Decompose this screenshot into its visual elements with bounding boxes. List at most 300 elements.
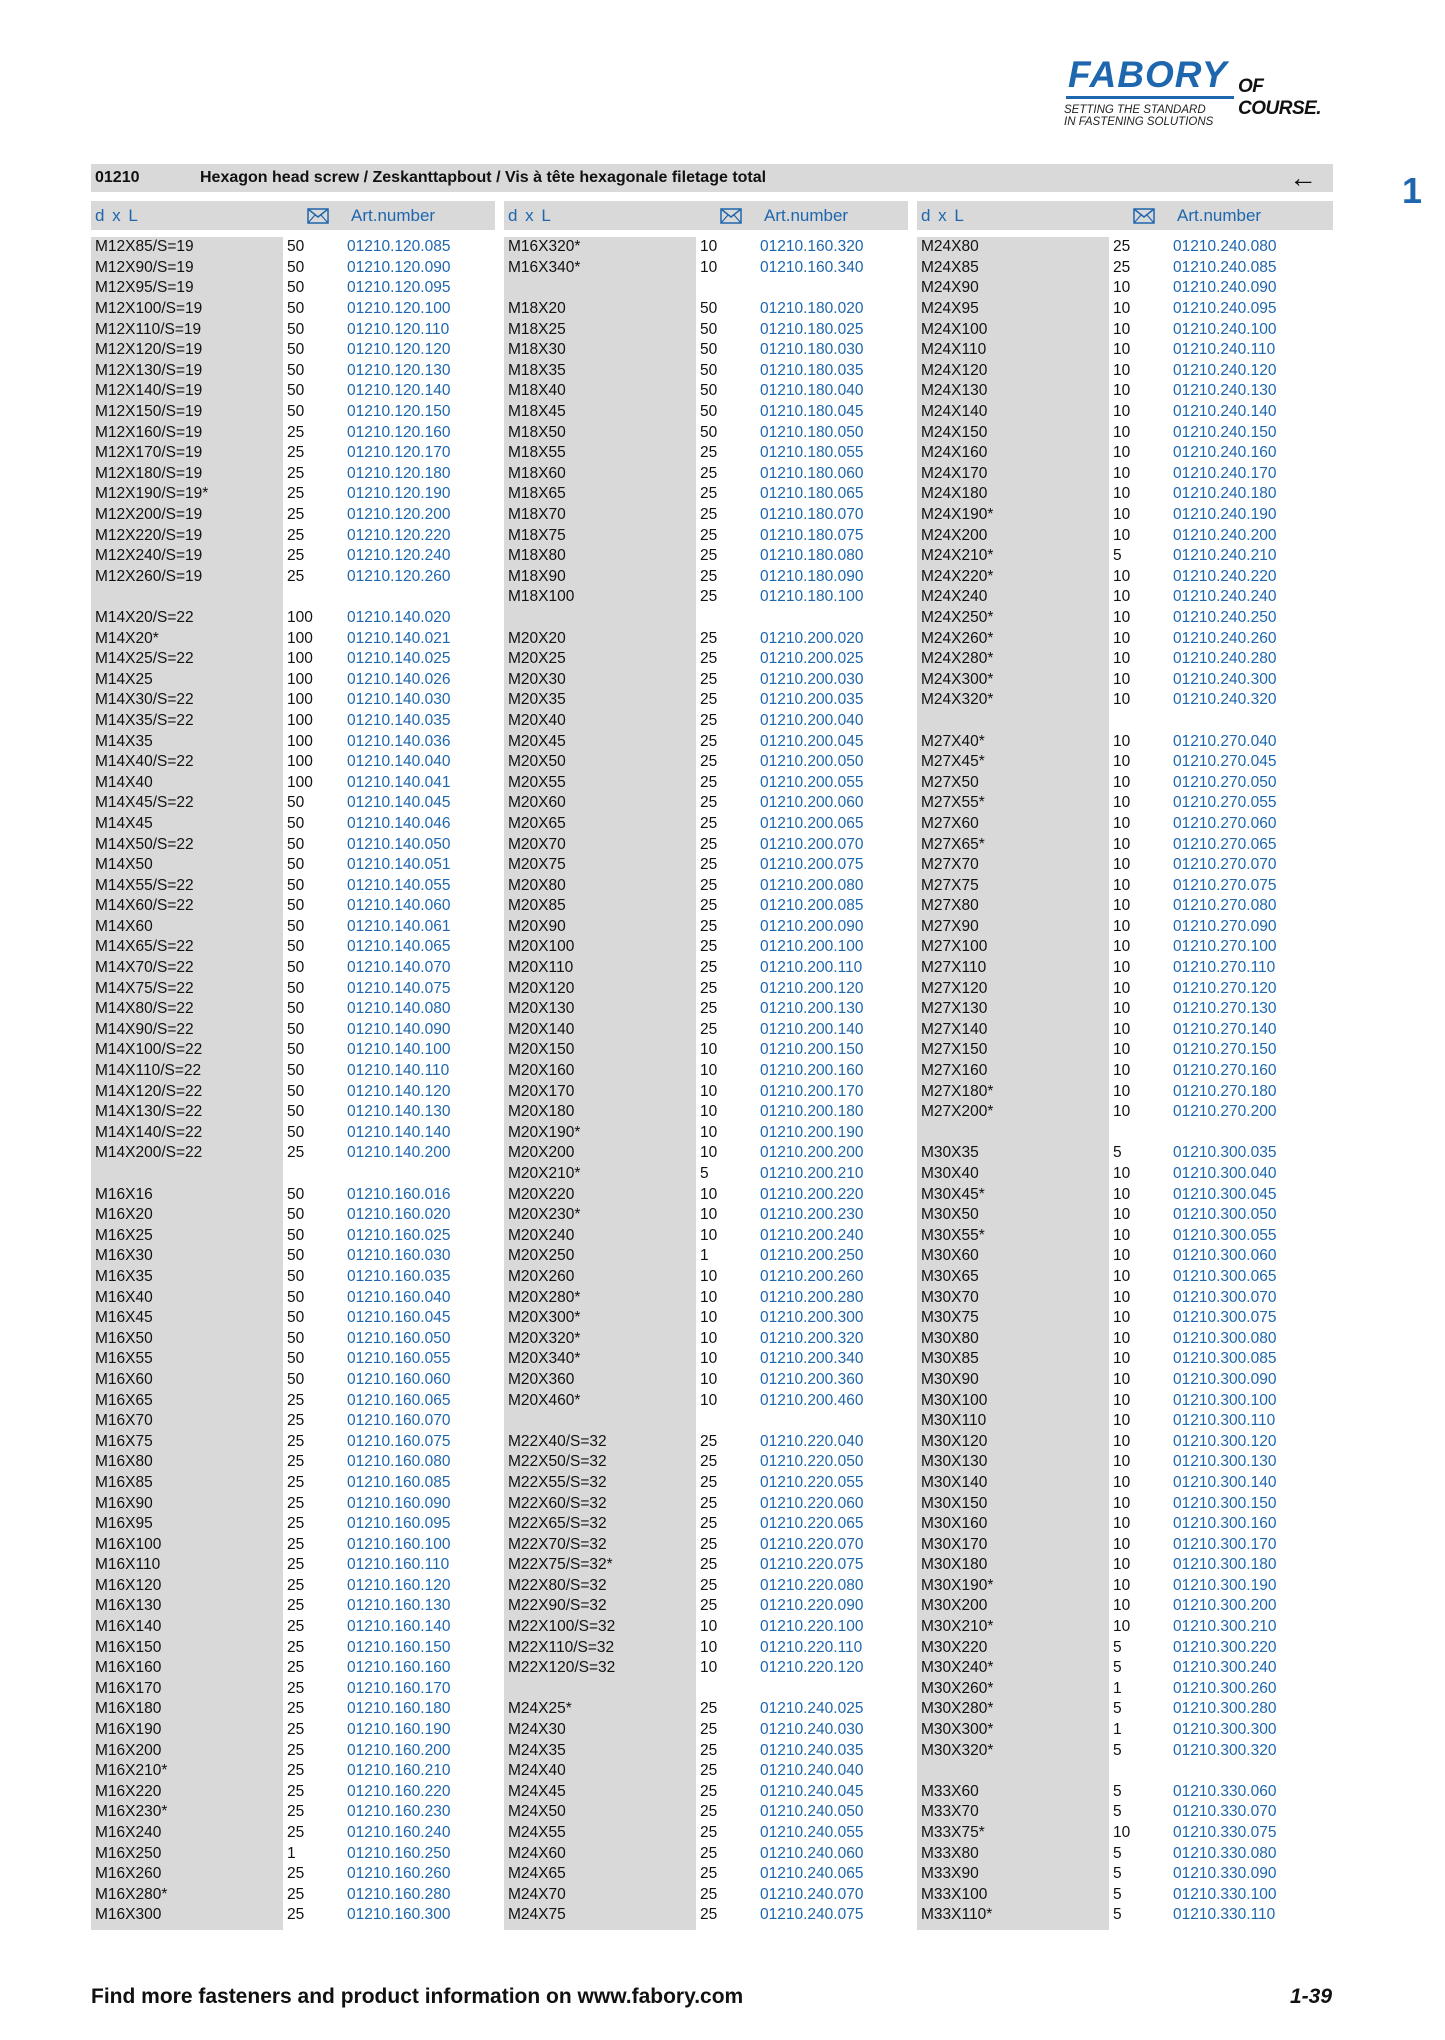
article-number-cell[interactable]: 01210.180.025 (760, 320, 864, 338)
article-number-cell[interactable]: 01210.240.240 (1173, 588, 1277, 606)
quantity-cell: 25 (700, 711, 718, 729)
article-number-cell[interactable]: 01210.140.055 (347, 876, 451, 894)
table-row (91, 402, 491, 423)
article-number-cell[interactable]: 01210.140.075 (347, 979, 451, 997)
article-number-cell[interactable]: 01210.120.150 (347, 403, 451, 421)
quantity-cell: 50 (287, 1082, 305, 1100)
article-number-cell[interactable]: 01210.140.035 (347, 711, 451, 729)
article-number-cell[interactable]: 01210.270.060 (1173, 814, 1277, 832)
article-number-cell[interactable]: 01210.160.050 (347, 1329, 451, 1347)
article-number-cell[interactable]: 01210.160.045 (347, 1309, 451, 1327)
article-number-cell[interactable]: 01210.160.150 (347, 1638, 451, 1656)
envelope-icon (700, 208, 762, 224)
dimension-cell: M22X40/S=32 (508, 1432, 607, 1450)
table-row (917, 1555, 1317, 1576)
article-number-cell[interactable]: 01210.220.060 (760, 1494, 864, 1512)
article-number-cell[interactable]: 01210.240.080 (1173, 238, 1277, 256)
article-number-cell[interactable]: 01210.140.030 (347, 691, 451, 709)
article-number-cell[interactable]: 01210.160.280 (347, 1885, 451, 1903)
article-number-cell[interactable]: 01210.220.050 (760, 1453, 864, 1471)
article-number-cell[interactable]: 01210.120.100 (347, 300, 451, 318)
article-number-cell[interactable]: 01210.270.150 (1173, 1041, 1277, 1059)
dimension-cell: M18X75 (508, 526, 566, 544)
article-number-cell[interactable]: 01210.220.120 (760, 1659, 864, 1677)
article-number-cell[interactable]: 01210.120.190 (347, 485, 451, 503)
article-number-cell[interactable]: 01210.140.025 (347, 650, 451, 668)
article-number-cell[interactable]: 01210.240.260 (1173, 629, 1277, 647)
article-number-cell[interactable]: 01210.160.300 (347, 1906, 451, 1924)
article-number-cell[interactable]: 01210.140.036 (347, 732, 451, 750)
article-number-cell[interactable]: 01210.140.080 (347, 1000, 451, 1018)
article-number-cell[interactable]: 01210.240.140 (1173, 403, 1277, 421)
article-number-cell[interactable]: 01210.270.065 (1173, 835, 1277, 853)
article-number-cell[interactable]: 01210.240.085 (1173, 258, 1277, 276)
article-number-cell[interactable]: 01210.200.150 (760, 1041, 864, 1059)
article-number-cell[interactable]: 01210.180.060 (760, 464, 864, 482)
article-number-cell[interactable]: 01210.120.200 (347, 506, 451, 524)
dimension-cell: M16X50 (95, 1329, 153, 1347)
article-number-cell[interactable]: 01210.160.040 (347, 1288, 451, 1306)
table-row (504, 1164, 904, 1185)
article-number-cell[interactable]: 01210.270.160 (1173, 1062, 1277, 1080)
article-number-cell[interactable]: 01210.300.300 (1173, 1721, 1277, 1739)
article-number-cell[interactable]: 01210.180.075 (760, 526, 864, 544)
dimension-cell: M16X340* (508, 258, 581, 276)
article-number-cell[interactable]: 01210.120.180 (347, 464, 451, 482)
quantity-cell: 10 (1113, 382, 1131, 400)
article-number-cell[interactable]: 01210.200.040 (760, 711, 864, 729)
article-number-cell[interactable]: 01210.240.040 (760, 1762, 864, 1780)
article-number-cell[interactable]: 01210.240.025 (760, 1700, 864, 1718)
article-number-cell[interactable]: 01210.160.220 (347, 1782, 451, 1800)
dimension-cell: M22X50/S=32 (508, 1453, 607, 1471)
article-number-cell[interactable]: 01210.200.020 (760, 629, 864, 647)
article-number-cell[interactable]: 01210.160.035 (347, 1267, 451, 1285)
article-number-cell[interactable]: 01210.300.260 (1173, 1679, 1277, 1697)
article-number-cell[interactable]: 01210.140.140 (347, 1123, 451, 1141)
dimension-cell: M20X80 (508, 876, 566, 894)
article-number-cell[interactable]: 01210.160.055 (347, 1350, 451, 1368)
article-number-cell[interactable]: 01210.300.055 (1173, 1226, 1277, 1244)
article-number-cell[interactable]: 01210.140.120 (347, 1082, 451, 1100)
article-number-cell[interactable]: 01210.200.120 (760, 979, 864, 997)
article-number-cell[interactable]: 01210.300.120 (1173, 1432, 1277, 1450)
article-number-cell[interactable]: 01210.200.300 (760, 1309, 864, 1327)
table-row (91, 772, 491, 793)
article-number-cell[interactable]: 01210.240.210 (1173, 547, 1277, 565)
quantity-cell: 50 (287, 835, 305, 853)
article-number-cell[interactable]: 01210.200.090 (760, 917, 864, 935)
article-number-cell[interactable]: 01210.140.100 (347, 1041, 451, 1059)
article-number-cell[interactable]: 01210.200.055 (760, 773, 864, 791)
article-number-cell[interactable]: 01210.140.130 (347, 1103, 451, 1121)
article-number-cell[interactable]: 01210.300.040 (1173, 1165, 1277, 1183)
article-number-cell[interactable]: 01210.140.026 (347, 670, 451, 688)
article-number-cell[interactable]: 01210.240.320 (1173, 691, 1277, 709)
article-number-cell[interactable]: 01210.300.065 (1173, 1267, 1277, 1285)
article-number-cell[interactable]: 01210.220.070 (760, 1535, 864, 1553)
article-number-cell[interactable]: 01210.300.070 (1173, 1288, 1277, 1306)
article-number-cell[interactable]: 01210.180.055 (760, 444, 864, 462)
dimension-cell: M24X130 (921, 382, 988, 400)
article-number-cell[interactable]: 01210.160.260 (347, 1865, 451, 1883)
table-row (917, 711, 1317, 732)
article-number-cell[interactable]: 01210.180.045 (760, 403, 864, 421)
article-number-cell[interactable]: 01210.160.080 (347, 1453, 451, 1471)
article-number-cell[interactable]: 01210.200.340 (760, 1350, 864, 1368)
article-number-cell[interactable]: 01210.240.160 (1173, 444, 1277, 462)
article-number-cell[interactable]: 01210.200.260 (760, 1267, 864, 1285)
table-row (91, 1658, 491, 1679)
quantity-cell: 10 (700, 1144, 718, 1162)
quantity-cell: 10 (700, 258, 718, 276)
article-number-cell[interactable]: 01210.180.050 (760, 423, 864, 441)
article-number-cell[interactable]: 01210.160.140 (347, 1618, 451, 1636)
article-number-cell[interactable]: 01210.300.240 (1173, 1659, 1277, 1677)
article-number-cell[interactable]: 01210.200.045 (760, 732, 864, 750)
article-number-cell[interactable]: 01210.300.090 (1173, 1370, 1277, 1388)
article-number-cell[interactable]: 01210.330.100 (1173, 1885, 1277, 1903)
article-number-cell[interactable]: 01210.300.075 (1173, 1309, 1277, 1327)
article-number-cell[interactable]: 01210.120.240 (347, 547, 451, 565)
dimension-cell: M33X75* (921, 1824, 985, 1842)
article-number-cell[interactable]: 01210.240.090 (1173, 279, 1277, 297)
article-number-cell[interactable]: 01210.240.180 (1173, 485, 1277, 503)
table-row (504, 793, 904, 814)
dimension-cell: M16X110 (95, 1556, 161, 1574)
article-number-cell[interactable]: 01210.140.040 (347, 753, 451, 771)
article-number-cell[interactable]: 01210.300.170 (1173, 1535, 1277, 1553)
table-row (504, 278, 904, 299)
quantity-cell: 50 (287, 1185, 305, 1203)
article-number-cell[interactable]: 01210.120.160 (347, 423, 451, 441)
article-number-cell[interactable]: 01210.200.085 (760, 897, 864, 915)
quantity-cell: 25 (700, 753, 718, 771)
article-number-cell[interactable]: 01210.220.040 (760, 1432, 864, 1450)
article-number-cell[interactable]: 01210.270.040 (1173, 732, 1277, 750)
article-number-cell[interactable]: 01210.200.280 (760, 1288, 864, 1306)
table-row (91, 1637, 491, 1658)
article-number-cell[interactable]: 01210.160.170 (347, 1679, 451, 1697)
article-number-cell[interactable]: 01210.160.210 (347, 1762, 451, 1780)
article-number-cell[interactable]: 01210.160.120 (347, 1576, 451, 1594)
article-number-cell[interactable]: 01210.300.180 (1173, 1556, 1277, 1574)
article-number-cell[interactable]: 01210.120.090 (347, 258, 451, 276)
article-number-cell[interactable]: 01210.300.085 (1173, 1350, 1277, 1368)
article-number-cell[interactable]: 01210.200.230 (760, 1206, 864, 1224)
table-row (504, 1493, 904, 1514)
dimension-cell: M20X320* (508, 1329, 581, 1347)
article-number-cell[interactable]: 01210.300.110 (1173, 1412, 1276, 1430)
article-number-cell[interactable]: 01210.240.130 (1173, 382, 1277, 400)
article-number-cell[interactable]: 01210.300.100 (1173, 1391, 1277, 1409)
article-number-cell[interactable]: 01210.240.200 (1173, 526, 1277, 544)
dimension-cell: M12X140/S=19 (95, 382, 203, 400)
article-number-cell[interactable]: 01210.240.120 (1173, 361, 1277, 379)
table-row (917, 1782, 1317, 1803)
article-number-cell[interactable]: 01210.330.060 (1173, 1782, 1277, 1800)
article-number-cell[interactable]: 01210.180.070 (760, 506, 864, 524)
article-number-cell[interactable]: 01210.240.045 (760, 1782, 864, 1800)
article-number-cell[interactable]: 01210.140.061 (347, 917, 451, 935)
article-number-cell[interactable]: 01210.270.100 (1173, 938, 1277, 956)
article-number-cell[interactable]: 01210.240.060 (760, 1844, 864, 1862)
article-number-cell[interactable]: 01210.120.260 (347, 567, 451, 585)
article-number-cell[interactable]: 01210.160.230 (347, 1803, 451, 1821)
article-number-cell[interactable]: 01210.160.065 (347, 1391, 451, 1409)
article-number-cell[interactable]: 01210.240.110 (1173, 341, 1276, 359)
article-number-cell[interactable]: 01210.160.025 (347, 1226, 451, 1244)
article-number-cell[interactable]: 01210.300.210 (1173, 1618, 1277, 1636)
quantity-cell: 10 (1113, 506, 1131, 524)
article-number-cell[interactable]: 01210.200.065 (760, 814, 864, 832)
table-row (504, 1267, 904, 1288)
dimension-cell: M16X180 (95, 1700, 162, 1718)
article-number-cell[interactable]: 01210.300.140 (1173, 1473, 1277, 1491)
article-number-cell[interactable]: 01210.160.085 (347, 1473, 451, 1491)
article-number-cell[interactable]: 01210.160.016 (347, 1185, 451, 1203)
article-number-cell[interactable]: 01210.200.170 (760, 1082, 864, 1100)
article-number-cell[interactable]: 01210.300.150 (1173, 1494, 1277, 1512)
dimension-cell: M20X45 (508, 732, 566, 750)
article-number-cell[interactable]: 01210.200.210 (760, 1165, 864, 1183)
article-number-cell[interactable]: 01210.220.090 (760, 1597, 864, 1615)
article-number-cell[interactable]: 01210.160.020 (347, 1206, 451, 1224)
article-number-cell[interactable]: 01210.200.140 (760, 1020, 864, 1038)
article-number-cell[interactable]: 01210.200.160 (760, 1062, 864, 1080)
table-row (91, 1040, 491, 1061)
quantity-cell: 10 (700, 1267, 718, 1285)
article-number-cell[interactable]: 01210.140.050 (347, 835, 451, 853)
table-row (917, 1370, 1317, 1391)
article-number-cell[interactable]: 01210.330.075 (1173, 1824, 1277, 1842)
article-number-cell[interactable]: 01210.160.200 (347, 1741, 451, 1759)
article-number-cell[interactable]: 01210.160.180 (347, 1700, 451, 1718)
article-number-cell[interactable]: 01210.140.070 (347, 959, 451, 977)
table-row (504, 896, 904, 917)
article-number-cell[interactable]: 01210.140.045 (347, 794, 451, 812)
article-number-cell[interactable]: 01210.140.046 (347, 814, 451, 832)
article-number-cell[interactable]: 01210.300.190 (1173, 1576, 1277, 1594)
article-number-cell[interactable]: 01210.240.100 (1173, 320, 1277, 338)
table-row (91, 1411, 491, 1432)
article-number-cell[interactable]: 01210.300.320 (1173, 1741, 1277, 1759)
article-number-cell[interactable]: 01210.300.280 (1173, 1700, 1277, 1718)
article-number-cell[interactable]: 01210.180.020 (760, 300, 864, 318)
article-number-cell[interactable]: 01210.140.020 (347, 608, 451, 626)
article-number-cell[interactable]: 01210.300.220 (1173, 1638, 1277, 1656)
table-row (504, 1020, 904, 1041)
article-number-cell[interactable]: 01210.200.180 (760, 1103, 864, 1121)
article-number-cell[interactable]: 01210.200.030 (760, 670, 864, 688)
article-number-cell[interactable]: 01210.240.070 (760, 1885, 864, 1903)
quantity-cell: 25 (287, 1412, 305, 1430)
quantity-cell: 5 (1113, 1803, 1122, 1821)
article-number-cell[interactable]: 01210.180.090 (760, 567, 864, 585)
quantity-cell: 10 (1113, 897, 1131, 915)
article-number-cell[interactable]: 01210.220.065 (760, 1515, 864, 1533)
quantity-cell: 5 (1113, 1638, 1122, 1656)
article-number-cell[interactable]: 01210.120.170 (347, 444, 451, 462)
article-number-cell[interactable]: 01210.160.070 (347, 1412, 451, 1430)
article-number-cell[interactable]: 01210.140.021 (347, 629, 451, 647)
article-number-cell[interactable]: 01210.220.055 (760, 1473, 864, 1491)
article-number-cell[interactable]: 01210.240.250 (1173, 608, 1277, 626)
dimension-cell: M30X35 (921, 1144, 979, 1162)
article-number-cell[interactable]: 01210.140.200 (347, 1144, 451, 1162)
dimension-cell: M30X220 (921, 1638, 988, 1656)
quantity-cell: 50 (287, 856, 305, 874)
article-number-cell[interactable]: 01210.160.075 (347, 1432, 451, 1450)
article-number-cell[interactable]: 01210.240.050 (760, 1803, 864, 1821)
article-number-cell[interactable]: 01210.200.050 (760, 753, 864, 771)
quantity-cell: 25 (287, 1535, 305, 1553)
article-number-cell[interactable]: 01210.120.130 (347, 361, 451, 379)
dimension-cell: M16X75 (95, 1432, 153, 1450)
article-number-cell[interactable]: 01210.240.300 (1173, 670, 1277, 688)
quantity-cell: 100 (287, 629, 313, 647)
article-number-cell[interactable]: 01210.180.040 (760, 382, 864, 400)
article-number-cell[interactable]: 01210.240.150 (1173, 423, 1277, 441)
article-number-cell[interactable]: 01210.140.065 (347, 938, 451, 956)
article-number-cell[interactable]: 01210.200.080 (760, 876, 864, 894)
dimension-cell: M30X280* (921, 1700, 994, 1718)
article-number-cell[interactable]: 01210.120.220 (347, 526, 451, 544)
article-number-cell[interactable]: 01210.330.090 (1173, 1865, 1277, 1883)
article-number-cell[interactable]: 01210.180.065 (760, 485, 864, 503)
article-number-cell[interactable]: 01210.200.220 (760, 1185, 864, 1203)
article-number-cell[interactable]: 01210.270.180 (1173, 1082, 1277, 1100)
article-number-cell[interactable]: 01210.220.080 (760, 1576, 864, 1594)
article-number-cell[interactable]: 01210.270.050 (1173, 773, 1277, 791)
article-number-cell[interactable]: 01210.330.070 (1173, 1803, 1277, 1821)
article-number-cell[interactable]: 01210.180.030 (760, 341, 864, 359)
article-number-cell[interactable]: 01210.200.360 (760, 1370, 864, 1388)
article-number-cell[interactable]: 01210.270.110 (1173, 959, 1276, 977)
article-number-cell[interactable]: 01210.120.095 (347, 279, 451, 297)
article-number-cell[interactable]: 01210.300.130 (1173, 1453, 1277, 1471)
article-number-cell[interactable]: 01210.160.030 (347, 1247, 451, 1265)
article-number-cell[interactable]: 01210.160.095 (347, 1515, 451, 1533)
article-number-cell[interactable]: 01210.300.080 (1173, 1329, 1277, 1347)
article-number-cell[interactable]: 01210.140.090 (347, 1020, 451, 1038)
article-number-cell[interactable]: 01210.220.100 (760, 1618, 864, 1636)
quantity-cell: 25 (700, 938, 718, 956)
article-number-cell[interactable]: 01210.200.200 (760, 1144, 864, 1162)
article-number-cell[interactable]: 01210.270.090 (1173, 917, 1277, 935)
article-number-cell[interactable]: 01210.160.190 (347, 1721, 451, 1739)
article-number-cell[interactable]: 01210.160.240 (347, 1824, 451, 1842)
article-number-cell[interactable]: 01210.180.100 (760, 588, 864, 606)
article-number-cell[interactable]: 01210.270.120 (1173, 979, 1277, 997)
article-number-cell[interactable]: 01210.240.170 (1173, 464, 1277, 482)
article-number-cell[interactable]: 01210.160.060 (347, 1370, 451, 1388)
quantity-cell: 50 (287, 897, 305, 915)
article-number-cell[interactable]: 01210.200.240 (760, 1226, 864, 1244)
article-number-cell[interactable]: 01210.270.140 (1173, 1020, 1277, 1038)
article-number-cell[interactable]: 01210.160.100 (347, 1535, 451, 1553)
table-row (917, 1905, 1317, 1926)
article-number-cell[interactable]: 01210.200.320 (760, 1329, 864, 1347)
article-number-cell[interactable]: 01210.200.190 (760, 1123, 864, 1141)
article-number-cell[interactable]: 01210.330.080 (1173, 1844, 1277, 1862)
article-number-cell[interactable]: 01210.270.055 (1173, 794, 1277, 812)
article-number-cell[interactable]: 01210.160.130 (347, 1597, 451, 1615)
article-number-cell[interactable]: 01210.270.200 (1173, 1103, 1277, 1121)
article-number-cell[interactable]: 01210.300.060 (1173, 1247, 1277, 1265)
article-number-cell[interactable]: 01210.240.220 (1173, 567, 1277, 585)
article-number-cell[interactable]: 01210.200.025 (760, 650, 864, 668)
article-number-cell[interactable]: 01210.240.055 (760, 1824, 864, 1842)
table-row (917, 1143, 1317, 1164)
article-number-cell[interactable]: 01210.120.085 (347, 238, 451, 256)
article-number-cell[interactable]: 01210.240.280 (1173, 650, 1277, 668)
article-number-cell[interactable]: 01210.160.250 (347, 1844, 451, 1862)
article-number-cell[interactable]: 01210.240.095 (1173, 300, 1277, 318)
article-number-cell[interactable]: 01210.200.035 (760, 691, 864, 709)
article-number-cell[interactable]: 01210.240.035 (760, 1741, 864, 1759)
article-number-cell[interactable]: 01210.160.340 (760, 258, 864, 276)
article-number-cell[interactable]: 01210.200.130 (760, 1000, 864, 1018)
article-number-cell[interactable]: 01210.160.320 (760, 238, 864, 256)
article-number-cell[interactable]: 01210.140.110 (347, 1062, 450, 1080)
article-number-cell[interactable]: 01210.270.130 (1173, 1000, 1277, 1018)
article-number-cell[interactable]: 01210.270.070 (1173, 856, 1277, 874)
article-number-cell[interactable]: 01210.300.160 (1173, 1515, 1277, 1533)
article-number-cell[interactable]: 01210.180.035 (760, 361, 864, 379)
article-number-cell[interactable]: 01210.200.250 (760, 1247, 864, 1265)
dimension-cell: M20X170 (508, 1082, 575, 1100)
article-number-cell[interactable]: 01210.200.460 (760, 1391, 864, 1409)
article-number-cell[interactable]: 01210.270.080 (1173, 897, 1277, 915)
article-number-cell[interactable]: 01210.140.041 (347, 773, 451, 791)
article-number-cell[interactable]: 01210.200.070 (760, 835, 864, 853)
article-number-cell[interactable]: 01210.240.075 (760, 1906, 864, 1924)
article-number-cell[interactable]: 01210.160.110 (347, 1556, 450, 1574)
dimension-cell: M14X30/S=22 (95, 691, 194, 709)
article-number-cell[interactable]: 01210.270.045 (1173, 753, 1277, 771)
article-number-cell[interactable]: 01210.300.050 (1173, 1206, 1277, 1224)
article-number-cell[interactable]: 01210.240.065 (760, 1865, 864, 1883)
article-number-cell[interactable]: 01210.240.190 (1173, 506, 1277, 524)
article-number-cell[interactable]: 01210.160.090 (347, 1494, 451, 1512)
article-number-cell[interactable]: 01210.300.200 (1173, 1597, 1277, 1615)
article-number-cell[interactable]: 01210.200.100 (760, 938, 864, 956)
article-number-cell[interactable]: 01210.120.120 (347, 341, 451, 359)
quantity-cell: 10 (1113, 1185, 1131, 1203)
table-row (504, 1226, 904, 1247)
article-number-cell[interactable]: 01210.140.060 (347, 897, 451, 915)
article-number-cell[interactable]: 01210.300.035 (1173, 1144, 1277, 1162)
article-number-cell[interactable]: 01210.120.110 (347, 320, 450, 338)
article-number-cell[interactable]: 01210.140.051 (347, 856, 451, 874)
article-number-cell[interactable]: 01210.270.075 (1173, 876, 1277, 894)
quantity-cell: 10 (1113, 1432, 1131, 1450)
article-number-cell[interactable]: 01210.240.030 (760, 1721, 864, 1739)
article-number-cell[interactable]: 01210.300.045 (1173, 1185, 1277, 1203)
article-number-cell[interactable]: 01210.200.060 (760, 794, 864, 812)
article-number-cell[interactable]: 01210.220.110 (760, 1638, 863, 1656)
article-number-cell[interactable]: 01210.200.110 (760, 959, 863, 977)
table-row (917, 1226, 1317, 1247)
article-number-cell[interactable]: 01210.200.075 (760, 856, 864, 874)
article-number-cell[interactable]: 01210.160.160 (347, 1659, 451, 1677)
article-number-cell[interactable]: 01210.120.140 (347, 382, 451, 400)
article-number-cell[interactable]: 01210.330.110 (1173, 1906, 1276, 1924)
article-number-cell[interactable]: 01210.180.080 (760, 547, 864, 565)
back-arrow-icon[interactable]: ← (1289, 162, 1317, 193)
article-number-cell[interactable]: 01210.220.075 (760, 1556, 864, 1574)
